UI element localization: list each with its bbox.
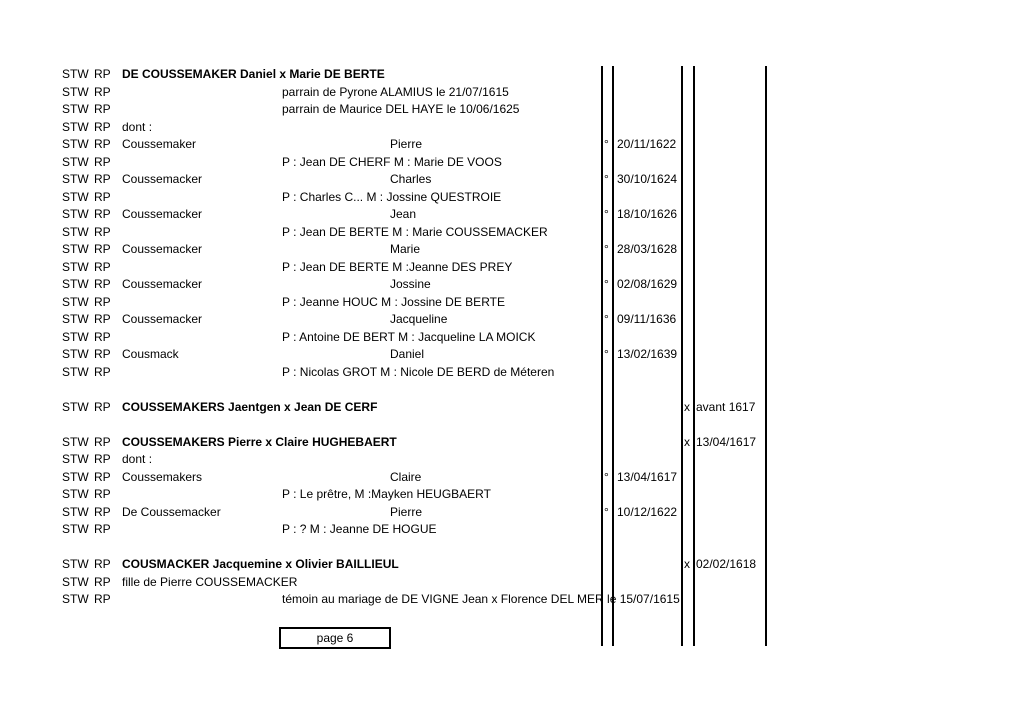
cell-stw: STW bbox=[62, 189, 89, 204]
cell-bsym: ° bbox=[604, 469, 609, 484]
cell-name: COUSSEMAKERS Pierre x Claire HUGHEBAERT bbox=[122, 434, 397, 449]
cell-stw: STW bbox=[62, 399, 89, 414]
cell-msym: x bbox=[684, 557, 690, 571]
cell-rp: RP bbox=[94, 224, 111, 239]
cell-mid: parrain de Pyrone ALAMIUS le 21/07/1615 bbox=[282, 84, 509, 99]
cell-stw: STW bbox=[62, 364, 89, 379]
cell-bsym: ° bbox=[604, 242, 609, 256]
cell-first: Jossine bbox=[390, 277, 431, 291]
cell-mdate: avant 1617 bbox=[696, 399, 756, 414]
cell-bsym: ° bbox=[604, 312, 609, 326]
register-row bbox=[0, 451, 1024, 468]
cell-rp: RP bbox=[94, 592, 111, 606]
cell-stw: STW bbox=[62, 224, 89, 239]
cell-mid: P : Jean DE BERTE M : Marie COUSSEMACKER bbox=[282, 224, 548, 239]
cell-rp: RP bbox=[94, 119, 111, 134]
register-row bbox=[0, 84, 1024, 101]
cell-rp: RP bbox=[94, 347, 111, 361]
cell-rp: RP bbox=[94, 242, 111, 256]
cell-name: dont : bbox=[122, 119, 153, 134]
register-row bbox=[0, 574, 1024, 591]
cell-stw: STW bbox=[62, 242, 89, 256]
cell-stw: STW bbox=[62, 137, 89, 151]
cell-mid: témoin au mariage de DE VIGNE Jean x Florence DEL MER le 15/07/1615 bbox=[282, 592, 680, 606]
cell-rp: RP bbox=[94, 294, 111, 309]
register-row bbox=[0, 241, 1024, 258]
cell-stw: STW bbox=[62, 67, 89, 81]
cell-rp: RP bbox=[94, 137, 111, 151]
cell-name: Coussemacker bbox=[122, 277, 203, 291]
cell-name: DE COUSSEMAKER Daniel x Marie DE BERTE bbox=[122, 67, 385, 81]
cell-first: Jean bbox=[390, 207, 417, 221]
cell-bdate: 30/10/1624 bbox=[617, 172, 678, 186]
register-row bbox=[0, 434, 1024, 451]
cell-rp: RP bbox=[94, 207, 111, 221]
cell-name: Coussemacker bbox=[122, 312, 203, 326]
register-row bbox=[0, 486, 1024, 503]
cell-stw: STW bbox=[62, 259, 89, 274]
register-row bbox=[0, 504, 1024, 521]
cell-stw: STW bbox=[62, 154, 89, 169]
cell-name: Coussemacker bbox=[122, 242, 203, 256]
cell-mid: P : Le prêtre, M :Mayken HEUGBAERT bbox=[282, 487, 491, 501]
cell-mid: P : Nicolas GROT M : Nicole DE BERD de Méteren bbox=[282, 364, 555, 379]
cell-rp: RP bbox=[94, 469, 111, 484]
cell-rp: RP bbox=[94, 399, 111, 414]
cell-rp: RP bbox=[94, 574, 111, 589]
cell-stw: STW bbox=[62, 172, 89, 186]
register-row bbox=[0, 556, 1024, 573]
cell-first: Marie bbox=[390, 242, 421, 256]
cell-first: Claire bbox=[390, 469, 422, 484]
cell-msym: x bbox=[684, 399, 690, 414]
cell-name: COUSMACKER Jacquemine x Olivier BAILLIEUL bbox=[122, 557, 399, 571]
register-row bbox=[0, 171, 1024, 188]
cell-name: dont : bbox=[122, 452, 153, 466]
cell-stw: STW bbox=[62, 347, 89, 361]
cell-first: Charles bbox=[390, 172, 432, 186]
cell-stw: STW bbox=[62, 102, 89, 116]
cell-bsym: ° bbox=[604, 277, 609, 291]
register-row bbox=[0, 189, 1024, 206]
cell-bdate: 28/03/1628 bbox=[617, 242, 678, 256]
register-row bbox=[0, 311, 1024, 328]
cell-rp: RP bbox=[94, 259, 111, 274]
cell-rp: RP bbox=[94, 329, 111, 344]
cell-rp: RP bbox=[94, 452, 111, 466]
register-row bbox=[0, 591, 1024, 608]
cell-mdate: 13/04/1617 bbox=[696, 434, 757, 449]
cell-rp: RP bbox=[94, 364, 111, 379]
cell-stw: STW bbox=[62, 574, 89, 589]
register-row bbox=[0, 119, 1024, 136]
cell-bsym: ° bbox=[604, 172, 609, 186]
cell-stw: STW bbox=[62, 522, 89, 536]
cell-stw: STW bbox=[62, 434, 89, 449]
cell-bsym: ° bbox=[604, 137, 609, 151]
register-row bbox=[0, 364, 1024, 381]
register-row bbox=[0, 276, 1024, 293]
cell-stw: STW bbox=[62, 557, 89, 571]
cell-first: Pierre bbox=[390, 504, 423, 519]
cell-bdate: 09/11/1636 bbox=[617, 312, 677, 326]
cell-name: Coussemaker bbox=[122, 137, 197, 151]
cell-first: Jacqueline bbox=[390, 312, 448, 326]
cell-rp: RP bbox=[94, 154, 111, 169]
cell-rp: RP bbox=[94, 487, 111, 501]
cell-mid: P : Charles C... M : Jossine QUESTROIE bbox=[282, 189, 502, 204]
register-row bbox=[0, 136, 1024, 153]
register-row bbox=[0, 154, 1024, 171]
page-number-box bbox=[279, 627, 391, 649]
cell-name: fille de Pierre COUSSEMACKER bbox=[122, 574, 298, 589]
cell-bsym: ° bbox=[604, 347, 609, 361]
cell-rp: RP bbox=[94, 277, 111, 291]
cell-bdate: 18/10/1626 bbox=[617, 207, 678, 221]
cell-first: Daniel bbox=[390, 347, 425, 361]
cell-mid: P : Antoine DE BERT M : Jacqueline LA MOICK bbox=[282, 329, 536, 344]
cell-bdate: 10/12/1622 bbox=[617, 504, 678, 519]
cell-bsym: ° bbox=[604, 207, 609, 221]
cell-name: Coussemacker bbox=[122, 207, 203, 221]
cell-mid: P : Jeanne HOUC M : Jossine DE BERTE bbox=[282, 294, 505, 309]
cell-stw: STW bbox=[62, 277, 89, 291]
cell-mid: parrain de Maurice DEL HAYE le 10/06/1625 bbox=[282, 102, 520, 116]
cell-stw: STW bbox=[62, 312, 89, 326]
cell-stw: STW bbox=[62, 469, 89, 484]
page-number: page 6 bbox=[316, 631, 354, 645]
cell-bsym: ° bbox=[604, 504, 609, 519]
register-row bbox=[0, 329, 1024, 346]
register-row bbox=[0, 66, 1024, 83]
cell-bdate: 13/02/1639 bbox=[617, 347, 678, 361]
register-row bbox=[0, 416, 1024, 433]
cell-rp: RP bbox=[94, 434, 111, 449]
cell-mdate: 02/02/1618 bbox=[696, 557, 757, 571]
cell-bdate: 20/11/1622 bbox=[617, 137, 677, 151]
cell-stw: STW bbox=[62, 452, 89, 466]
register-row bbox=[0, 224, 1024, 241]
cell-rp: RP bbox=[94, 102, 111, 116]
cell-rp: RP bbox=[94, 312, 111, 326]
register-row bbox=[0, 381, 1024, 398]
cell-stw: STW bbox=[62, 329, 89, 344]
cell-stw: STW bbox=[62, 294, 89, 309]
register-row bbox=[0, 101, 1024, 118]
cell-msym: x bbox=[684, 434, 690, 449]
register-row bbox=[0, 521, 1024, 538]
cell-mid: P : ? M : Jeanne DE HOGUE bbox=[282, 522, 437, 536]
cell-name: De Coussemacker bbox=[122, 504, 221, 519]
register-row bbox=[0, 539, 1024, 556]
cell-name: COUSSEMAKERS Jaentgen x Jean DE CERF bbox=[122, 399, 378, 414]
cell-stw: STW bbox=[62, 119, 89, 134]
cell-stw: STW bbox=[62, 487, 89, 501]
cell-first: Pierre bbox=[390, 137, 423, 151]
cell-name: Coussemacker bbox=[122, 172, 203, 186]
register-row bbox=[0, 469, 1024, 486]
cell-rp: RP bbox=[94, 504, 111, 519]
cell-rp: RP bbox=[94, 522, 111, 536]
cell-rp: RP bbox=[94, 189, 111, 204]
cell-stw: STW bbox=[62, 84, 89, 99]
cell-rp: RP bbox=[94, 67, 111, 81]
cell-rp: RP bbox=[94, 172, 111, 186]
cell-name: Coussemakers bbox=[122, 469, 203, 484]
register-row bbox=[0, 346, 1024, 363]
cell-rp: RP bbox=[94, 84, 111, 99]
cell-stw: STW bbox=[62, 592, 89, 606]
register-row bbox=[0, 294, 1024, 311]
register-row bbox=[0, 399, 1024, 416]
cell-name: Cousmack bbox=[122, 347, 179, 361]
cell-rp: RP bbox=[94, 557, 111, 571]
cell-bdate: 02/08/1629 bbox=[617, 277, 678, 291]
cell-stw: STW bbox=[62, 504, 89, 519]
cell-stw: STW bbox=[62, 207, 89, 221]
register-row bbox=[0, 259, 1024, 276]
register-row bbox=[0, 206, 1024, 223]
cell-mid: P : Jean DE BERTE M :Jeanne DES PREY bbox=[282, 259, 513, 274]
cell-mid: P : Jean DE CHERF M : Marie DE VOOS bbox=[282, 154, 502, 169]
cell-bdate: 13/04/1617 bbox=[617, 469, 678, 484]
